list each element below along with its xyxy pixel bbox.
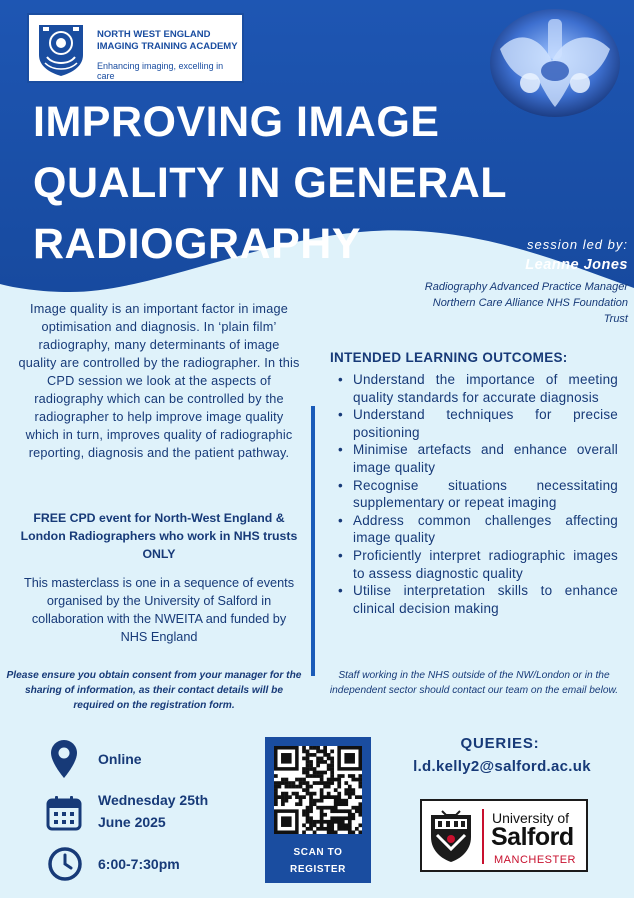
queries-title: QUERIES: <box>460 735 540 752</box>
masterclass-paragraph: This masterclass is one in a sequence of events organised by the University of Salford in collaboration with the NWEITA and funded by NHS England <box>23 576 295 644</box>
scan-to-register-label <box>265 844 371 878</box>
presenter-role <box>368 279 628 327</box>
academy-tagline: Enhancing imaging, excelling in care <box>97 61 224 81</box>
learning-outcome-item: • Understand techniques for precise positioning <box>338 406 618 441</box>
page-title <box>33 92 553 275</box>
free-cpd-notice: FREE CPD event for North-West England & London Radiographers who work in NHS trusts ONLY <box>20 511 298 561</box>
learning-outcome-item: • Address common challenges affecting image quality <box>338 512 618 547</box>
salford-logo-divider <box>482 809 484 864</box>
presenter-name: Leanne Jones <box>525 257 628 273</box>
nw-rose-emblem-icon <box>35 21 87 77</box>
scan-line2: REGISTER <box>290 864 346 875</box>
learning-outcome-item: • Minimise artefacts and enhance overall image quality <box>338 441 618 476</box>
academy-name-line2: IMAGING TRAINING ACADEMY <box>97 41 238 52</box>
learning-outcomes-list <box>338 371 618 617</box>
learning-outcome-item: • Utilise interpretation skills to enhance clinical decision making <box>338 582 618 617</box>
title-line-1: IMPROVING IMAGE <box>33 98 440 146</box>
session-led-by-label: session led by: <box>527 237 628 252</box>
university-of-label: University of <box>492 810 570 826</box>
learning-outcome-item: • Proficiently interpret radiographic images to assess diagnostic quality <box>338 547 618 582</box>
qr-code[interactable] <box>274 746 362 834</box>
university-of-salford-logo <box>420 799 588 872</box>
queries-email-link[interactable]: l.d.kelly2@salford.ac.uk <box>413 758 591 775</box>
staff-note: Staff working in the NHS outside of the NW/London or in the independent sector should contact our team on the email below. <box>329 670 619 696</box>
presenter-role-line1: Radiography Advanced Practice Manager <box>424 281 628 293</box>
scan-line1: SCAN TO <box>293 847 343 858</box>
location-text: Online <box>98 751 142 767</box>
learning-outcome-item: • Recognise situations necessitating supplementary or repeat imaging <box>338 477 618 512</box>
column-divider <box>311 406 315 676</box>
clock-icon <box>47 846 83 882</box>
academy-logo <box>27 13 244 83</box>
title-line-3: RADIOGRAPHY <box>33 220 362 268</box>
title-line-2: QUALITY IN GENERAL <box>33 159 508 207</box>
date-line1: Wednesday 25th <box>98 792 209 808</box>
calendar-icon <box>46 795 82 831</box>
salford-label: Salford <box>491 823 574 851</box>
salford-crest-icon <box>428 809 474 863</box>
intro-paragraph: Image quality is an important factor in image optimisation and diagnosis. In ‘plain film’ radiography, many determinants of image quality are controlled by the radiographer. In this CPD session we look at the aspects of radiography which can be controlled by the radiographer to help improve image quality which in turn, improves quality of radiographic reporting, diagnosis and the patient pathway. <box>18 302 300 460</box>
map-pin-icon <box>50 739 78 779</box>
date-line2: June 2025 <box>98 814 166 830</box>
qr-code-pattern <box>274 746 362 834</box>
time-text: 6:00-7:30pm <box>98 856 180 872</box>
learning-outcomes-title: INTENDED LEARNING OUTCOMES: <box>330 350 568 365</box>
qr-register-panel[interactable] <box>265 737 371 883</box>
learning-outcome-item: • Understand the importance of meeting quality standards for accurate diagnosis <box>338 371 618 406</box>
date-text <box>98 789 208 833</box>
presenter-role-line3: Trust <box>603 313 628 325</box>
academy-name-line1: NORTH WEST ENGLAND <box>97 29 211 40</box>
manchester-label: MANCHESTER <box>494 854 577 866</box>
consent-note: Please ensure you obtain consent from your manager for the sharing of information, as their contact details will be required on the registration form. <box>6 670 302 711</box>
presenter-role-line2: Northern Care Alliance NHS Foundation <box>432 297 628 309</box>
